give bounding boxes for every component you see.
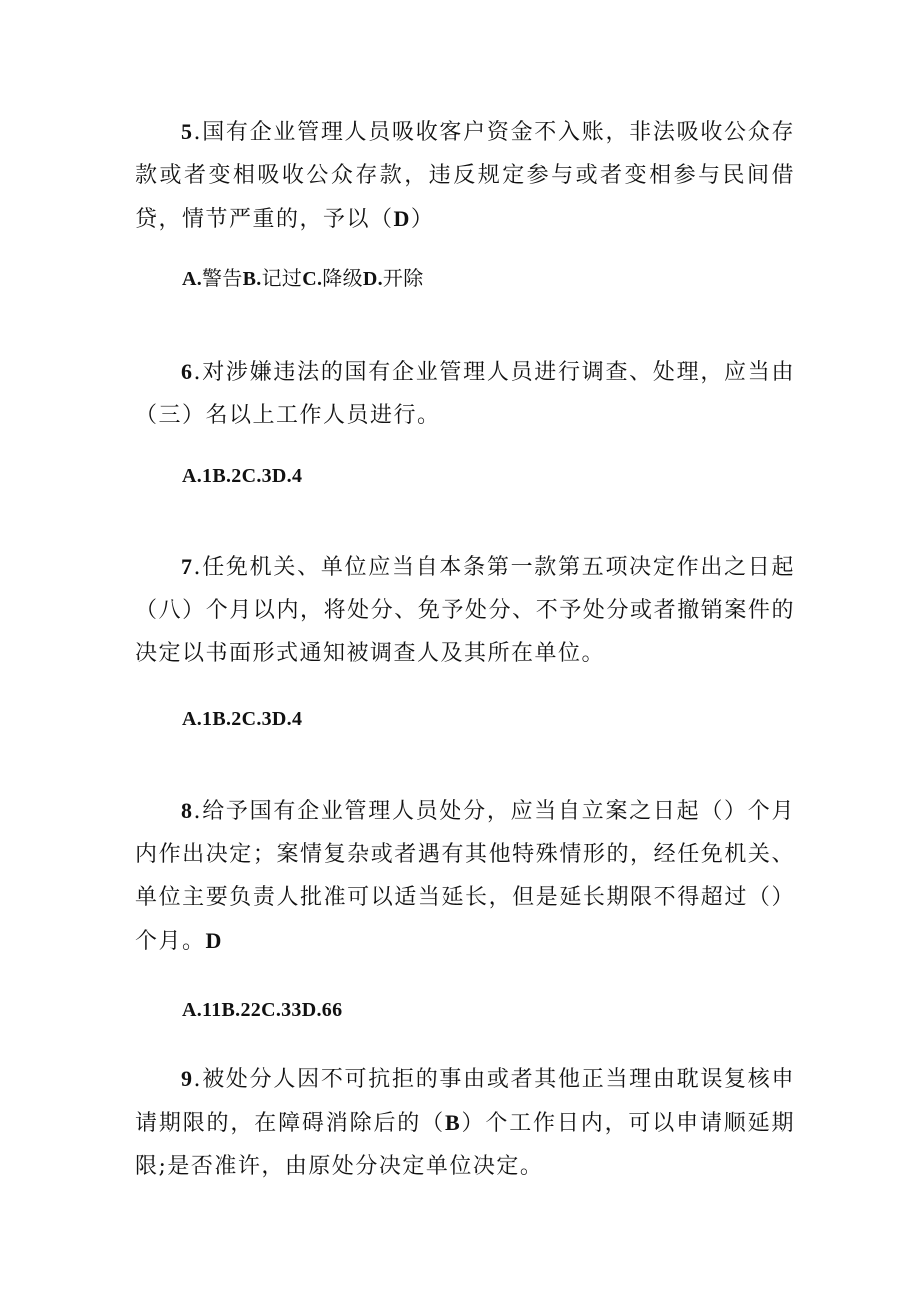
option-a-text: 警告 [202, 266, 243, 290]
question-6-options: A.1B.2C.3D.4 [182, 465, 303, 487]
question-body: .被处分人因不可抗拒的事由或者其他正当理由耽误复核申请期限的，在障碍消除后的（ [135, 1067, 795, 1136]
question-body: .任免机关、单位应当自本条第一款第五项决定作出之日起（八）个月以内，将处分、免予处分、不予处分或者撤销案件的决定以书面形式通知被调查人及其所在单位。 [135, 555, 795, 666]
answer-letter: D [205, 928, 223, 953]
question-9 [135, 1057, 795, 1188]
option-a-label: A. [182, 268, 203, 290]
question-7-options: A.1B.2C.3D.4 [182, 708, 303, 730]
option-d-text: 开除 [382, 266, 424, 290]
question-body: .给予国有企业管理人员处分，应当自立案之日起（）个月内作出决定；案情复杂或者遇有其他特殊情形的，经任免机关、单位主要负责人批准可以适当延长，但是延长期限不得超过（）个月。 [135, 799, 795, 954]
question-5-text [135, 110, 795, 241]
question-6 [135, 350, 795, 437]
question-number: 9 [181, 1066, 194, 1091]
question-body: .对涉嫌违法的国有企业管理人员进行调查、处理，应当由（三）名以上工作人员进行。 [135, 360, 795, 428]
question-8-text [135, 789, 795, 963]
question-9-text [135, 1057, 795, 1188]
question-number: 5 [181, 119, 194, 144]
answer-letter: D [393, 206, 411, 231]
option-b-label: B. [242, 268, 262, 290]
answer-letter: B [444, 1110, 462, 1135]
question-body: .国有企业管理人员吸收客户资金不入账，非法吸收公众存款或者变相吸收公众存款，违反规定参与或者变相参与民间借贷，情节严重的，予以（ [135, 120, 795, 232]
option-b-text: 记过 [261, 266, 303, 290]
question-7-text [135, 545, 795, 675]
question-8 [135, 789, 795, 963]
question-number: 8 [181, 798, 194, 823]
question-6-text [135, 350, 795, 437]
question-7 [135, 545, 795, 675]
question-body-end: ） [410, 207, 435, 232]
question-number: 7 [181, 554, 194, 579]
question-body-end: ）个工作日内，可以申请顺延期限;是否准许，由原处分决定单位决定。 [135, 1111, 795, 1179]
option-c-label: C. [302, 268, 323, 290]
question-5 [135, 110, 795, 241]
option-c-text: 降级 [322, 266, 363, 290]
question-5-options [182, 262, 424, 291]
question-8-options: A.11B.22C.33D.66 [182, 999, 343, 1021]
question-number: 6 [181, 359, 194, 384]
option-d-label: D. [362, 268, 383, 290]
